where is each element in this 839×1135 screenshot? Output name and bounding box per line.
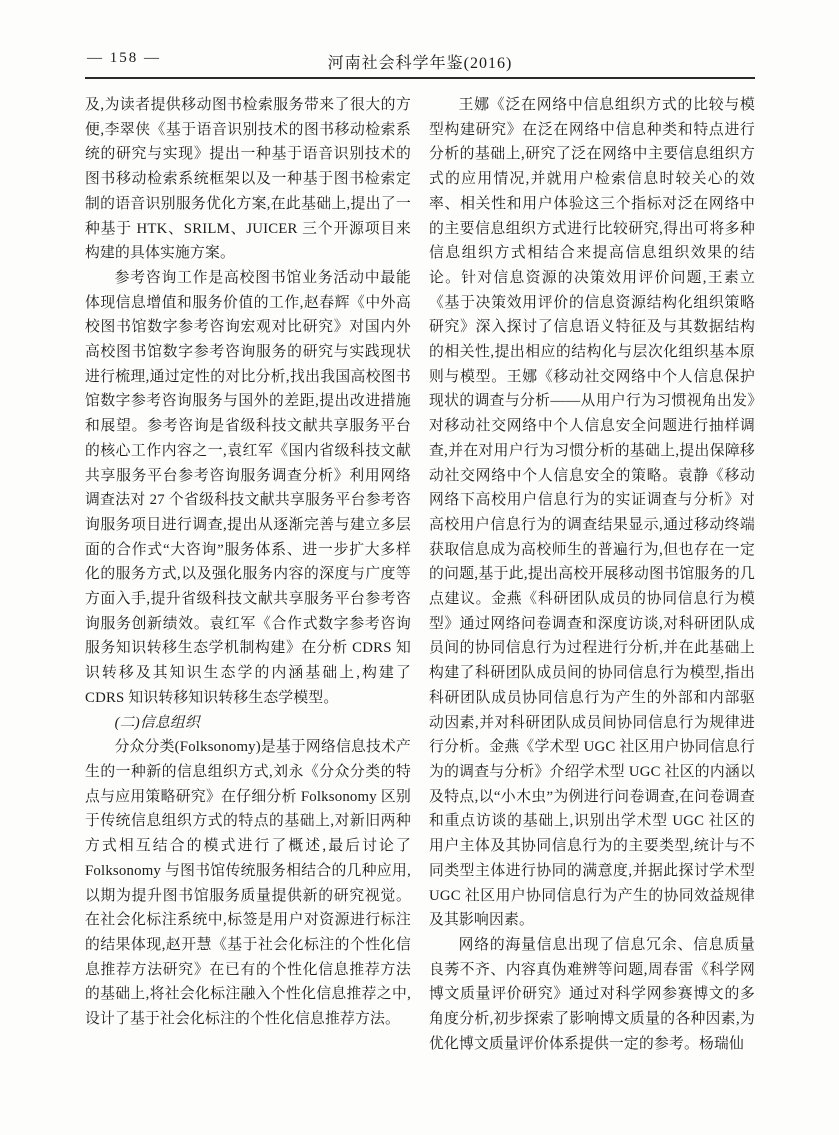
paragraph-web-info-quality: 网络的海量信息出现了信息冗余、信息质量良莠不齐、内容真伪难辨等问题,周春雷《科学网博文质量评价研究》通过对科学网参赛博文的多角度分析,初步探索了影响博文质量的各种因素,为优化博文质量评价体系提供一定的参考。杨瑞仙 [429,936,755,1052]
paragraph-ubiquitous-network-info-organization: 王娜《泛在网络中信息组织方式的比较与模型构建研究》在泛在网络中信息种类和特点进行分析的基础上,研究了泛在网络中主要信息组织方式的应用情况,并就用户检索信息时较关心的效率、相关性和用户体验这三个指标对泛在网络中的主要信息组织方式进行比较研究,得出可将多种信息组织方式相结合来提高信息组织效果的结论。针对信息资源的决策效用评价问题,王素立《基于决策效用评价的信息资源结构化组织策略研究》深入探讨了信息语义特征及与其数据结构的相关性,提出相应的结构化与层次化组织基本原则与模型。王娜《移动社交网络中个人信息保护现状的调查与分析——从用户行为习惯视角出发》对移动社交网络中个人信息安全问题进行抽样调查,并在对用户行为习惯分析的基础上,提出保障移动社交网络中个人信息安全的策略。袁静《移动网络下高校用户信息行为的实证调查与分析》对高校用户信息行为的调查结果显示,通过移动终端获取信息成为高校师生的普遍行为,但也存在一定的问题,基于此,提出高校开展移动图书馆服务的几点建议。金燕《科研团队成员的协同信息行为模型》通过网络问卷调查和深度访谈,对科研团队成员间的协同信息行为过程进行分析,并在此基础上构建了科研团队成员间的协同信息行为模型,指出科研团队成员协同信息行为产生的外部和内部驱动因素,并对科研团队成员间协同信息行为规律进行分析。金燕《学术型 UGC 社区用户协同信息行为的调查与分析》介绍学术型 UGC 社区的内涵以及特点,以“小木虫”为例进行问卷调查,在问卷调查和重点访谈的基础上,识别出学术型 UGC 社区的用户主体及其协同信息行为的主要类型,统计与不同类型主体进行协同的满意度,并据此探讨学术型 UGC 社区用户协同信息行为产生的协同效益规律及其影响因素。 [429,97,755,929]
page-content [85,50,755,1056]
two-column-text [85,93,755,1056]
paragraph-folksonomy: 分众分类(Folksonomy)是基于网络信息技术产生的一种新的信息组织方式,刘永《分众分类的特点与应用策略研究》在仔细分析 Folksonomy 区别于传统信息组织方式的特点的基础上,对新旧两种方式相互结合的模式进行了概述,最后讨论了 Folksonomy 与图书馆传统服务相结合的几种应用,以期为提升图书馆服务质量提供新的研究视觉。在社会化标注系统中,标签是用户对资源进行标注的结果体现,赵开慧《基于社会化标注的个性化信息推荐方法研究》在已有的个性化信息推荐方法的基础上,将社会化标注融入个性化信息推荐之中,设计了基于社会化标注的个性化信息推荐方法。 [85,739,411,1028]
header-divider [85,77,755,79]
paragraph-reference-consulting: 参考咨询工作是高校图书馆业务活动中最能体现信息增值和服务价值的工作,赵春辉《中外高校图书馆数字参考咨询宏观对比研究》对国内外高校图书馆数字参考咨询服务的研究与实践现状进行梳理,通过定性的对比分析,找出我国高校图书馆数字参考咨询服务与国外的差距,提出改进措施和展望。参考咨询是省级科技文献共享服务平台的核心工作内容之一,袁红军《国内省级科技文献共享服务平台参考咨询服务调查分析》利用网络调查法对 27 个省级科技文献共享服务平台参考咨询服务项目进行调查,提出从逐渐完善与建立多层面的合作式“大咨询”服务体系、进一步扩大多样化的服务方式,以及强化服务内容的深度与广度等方面入手,提升省级科技文献共享服务平台参考咨询服务创新绩效。袁红军《合作式数字参考咨询服务知识转移生态学机制构建》在分析 CDRS 知识转移及其知识生态学的内涵基础上,构建了 CDRS 知识转移知识转移生态学模型。 [85,269,411,706]
journal-title: 河南社会科学年鉴(2016) [327,55,513,72]
section-heading-information-organization: (二)信息组织 [114,714,200,731]
right-column [429,93,755,1056]
paragraph-mobile-book-retrieval: 及,为读者提供移动图书检索服务带来了很大的方便,李翠侠《基于语音识别技术的图书移动检索系统的研究与实现》提出一种基于语音识别技术的图书移动检索系统框架以及一种基于图书检索定制的语音识别服务优化方案,在此基础上,提出了一种基于 HTK、SRILM、JUICER 三个开源项目来构建的具体实施方案。 [85,97,411,262]
page-number: — 158 — [87,50,161,66]
page-header [85,50,755,72]
left-column [85,93,411,1056]
